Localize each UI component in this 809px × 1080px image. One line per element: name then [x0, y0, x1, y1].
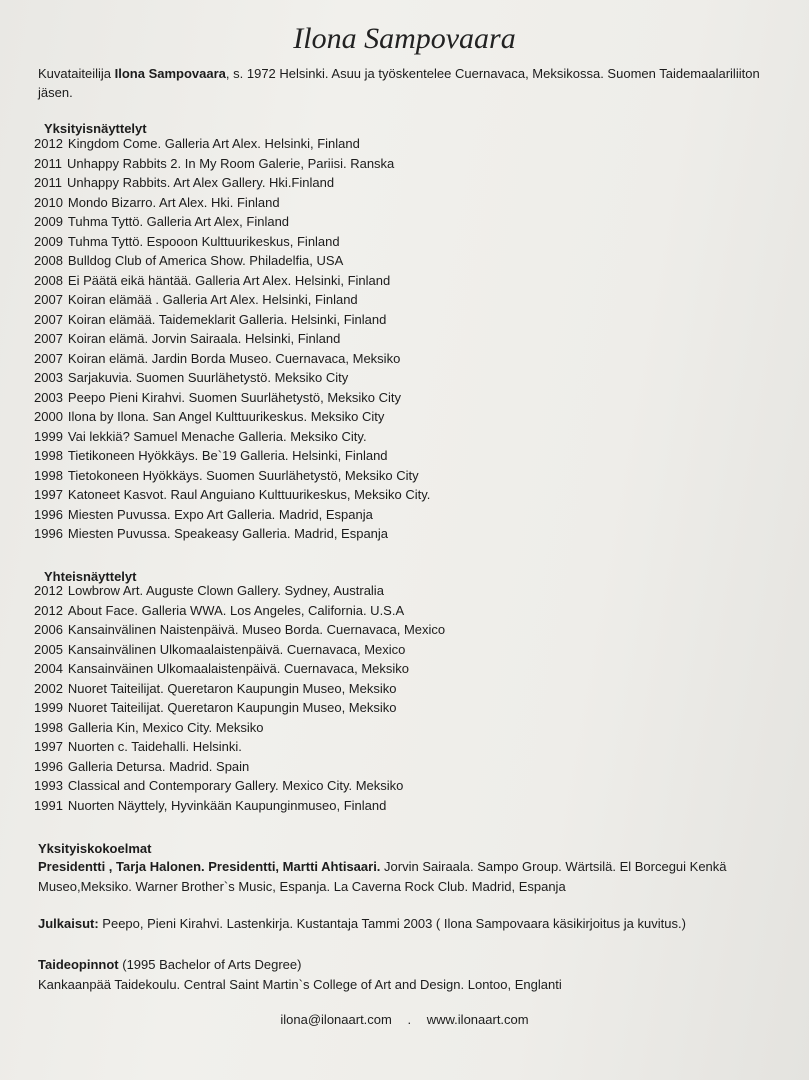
exhibition-year: 2009	[34, 233, 63, 249]
exhibition-text: Peepo Pieni Kirahvi. Suomen Suurlähetystö, Meksiko City	[67, 389, 402, 405]
exhibition-item	[34, 388, 430, 408]
exhibition-item	[34, 310, 430, 330]
exhibition-text: Vai lekkiä? Samuel Menache Galleria. Meksiko City.	[67, 428, 367, 444]
exhibition-year: 2008	[34, 253, 63, 268]
exhibition-item	[34, 232, 430, 252]
exhibition-text: Nuorten c. Taidehalli. Helsinki.	[67, 739, 242, 754]
exhibition-year: 2009	[34, 214, 63, 229]
studies-note: (1995 Bachelor of Arts Degree)	[118, 957, 302, 972]
exhibition-year: 2012	[34, 602, 63, 618]
exhibition-text: Miesten Puvussa. Speakeasy Galleria. Madrid, Espanja	[67, 526, 389, 541]
exhibition-text: Nuoret Taiteilijat. Queretaron Kaupungin Museo, Meksiko	[67, 700, 397, 715]
exhibition-text: Koiran elämä. Jardin Borda Museo. Cuernavaca, Meksiko	[67, 350, 401, 366]
document-title: Ilona Sampovaara	[293, 22, 516, 55]
exhibition-item	[34, 485, 430, 505]
exhibition-year: 2002	[34, 680, 63, 696]
exhibition-year: 1999	[34, 428, 63, 444]
exhibition-text: Tuhma Tyttö. Galleria Art Alex, Finland	[67, 214, 290, 229]
publications-label: Julkaisut:	[38, 916, 99, 931]
exhibition-text: Galleria Kin, Mexico City. Meksiko	[67, 719, 264, 735]
exhibition-text: Ilona by Ilona. San Angel Kulttuurikeskus. Meksiko City	[67, 409, 385, 424]
exhibition-year: 2007	[34, 311, 63, 327]
studies	[38, 955, 778, 995]
exhibition-item	[34, 134, 430, 154]
exhibition-text: Nuorten Näyttely, Hyvinkään Kaupunginmuseo, Finland	[67, 797, 387, 813]
exhibition-item	[34, 329, 430, 349]
publications	[38, 914, 778, 934]
exhibition-text: Unhappy Rabbits. Art Alex Gallery. Hki.Finland	[66, 175, 335, 190]
footer-email: ilona@ilonaart.com	[280, 1012, 392, 1027]
exhibition-year: 1998	[34, 448, 63, 463]
exhibition-item	[34, 796, 445, 816]
exhibition-year: 1997	[34, 739, 63, 754]
exhibition-item	[34, 368, 430, 388]
exhibition-item	[34, 659, 445, 679]
exhibition-year: 2007	[34, 292, 63, 307]
exhibition-text: Katoneet Kasvot. Raul Anguiano Kulttuurikeskus, Meksiko City.	[67, 487, 431, 502]
exhibition-year: 1993	[34, 778, 63, 793]
exhibition-item	[34, 698, 445, 718]
exhibition-text: Tietikoneen Hyökkäys. Be`19 Galleria. Helsinki, Finland	[67, 448, 388, 463]
collections-rest: Jorvin Sairaala. Sampo Group. Wärtsilä. El Borcegui Kenkä Museo,Meksiko. Warner Brother`s Music, Espanja. La Caverna Rock Club. Madrid, Espanja	[38, 859, 727, 894]
group-exhibitions-heading: Yhteisnäyttelyt	[44, 569, 137, 584]
exhibition-year: 2012	[34, 136, 63, 151]
exhibition-year: 2004	[34, 661, 63, 676]
exhibition-year: 2012	[34, 583, 63, 598]
exhibition-item	[34, 505, 430, 525]
exhibition-item	[34, 446, 430, 466]
exhibition-year: 2011	[34, 175, 62, 190]
exhibition-year: 2008	[34, 272, 63, 288]
exhibition-text: Koiran elämä. Jorvin Sairaala. Helsinki, Finland	[67, 331, 341, 346]
exhibition-item	[34, 427, 430, 447]
exhibition-item	[34, 679, 445, 699]
exhibition-item	[34, 466, 430, 486]
exhibition-text: Koiran elämää. Taidemeklarit Galleria. Helsinki, Finland	[67, 311, 387, 327]
exhibition-text: Mondo Bizarro. Art Alex. Hki. Finland	[67, 194, 280, 210]
exhibition-year: 1991	[34, 797, 63, 813]
exhibition-text: Nuoret Taiteilijat. Queretaron Kaupungin Museo, Meksiko	[67, 680, 397, 696]
studies-text: Kankaanpää Taidekoulu. Central Saint Martin`s College of Art and Design. Lontoo, Englanti	[38, 977, 562, 992]
exhibition-item	[34, 193, 430, 213]
exhibition-year: 1996	[34, 526, 63, 541]
intro-text: , s. 1972 Helsinki. Asuu ja työskentelee Cuernavaca, Meksikossa. Suomen Taidemaalariliiton jäsen.	[38, 66, 760, 100]
solo-exhibitions-list	[34, 134, 430, 544]
exhibition-year: 2007	[34, 350, 63, 366]
exhibition-item	[34, 251, 430, 271]
exhibition-item	[34, 524, 430, 544]
exhibition-text: Ei Päätä eikä häntää. Galleria Art Alex. Helsinki, Finland	[67, 272, 391, 288]
publications-text: Peepo, Pieni Kirahvi. Lastenkirja. Kustantaja Tammi 2003 ( Ilona Sampovaara käsikirjoitus ja kuvitus.)	[98, 916, 686, 931]
exhibition-text: Unhappy Rabbits 2. In My Room Galerie, Pariisi. Ranska	[66, 155, 395, 171]
exhibition-item	[34, 776, 445, 796]
collections-text	[38, 857, 778, 897]
exhibition-year: 2010	[34, 194, 63, 210]
exhibition-item	[34, 173, 430, 193]
collections-heading: Yksityiskokoelmat	[38, 841, 152, 856]
exhibition-year: 2007	[34, 331, 63, 346]
exhibition-text: Tuhma Tyttö. Espooon Kulttuurikeskus, Finland	[67, 233, 340, 249]
exhibition-text: Kingdom Come. Galleria Art Alex. Helsinki, Finland	[67, 136, 360, 151]
exhibition-item	[34, 640, 445, 660]
exhibition-item	[34, 212, 430, 232]
collections-bold: Presidentti , Tarja Halonen. Presidentti, Martti Ahtisaari.	[38, 859, 381, 874]
group-exhibitions-list	[34, 581, 445, 815]
exhibition-item	[34, 407, 430, 427]
exhibition-text: Miesten Puvussa. Expo Art Galleria. Madrid, Espanja	[67, 506, 373, 522]
exhibition-text: Kansainvälinen Ulkomaalaistenpäivä. Cuernavaca, Mexico	[67, 641, 406, 657]
intro-prefix: Kuvataiteilija	[38, 66, 111, 81]
exhibition-year: 2006	[34, 622, 63, 637]
exhibition-year: 2003	[34, 389, 63, 405]
exhibition-item	[34, 601, 445, 621]
exhibition-text: Kansainvälinen Naistenpäivä. Museo Borda. Cuernavaca, Mexico	[67, 622, 446, 637]
exhibition-year: 1996	[34, 506, 63, 522]
exhibition-text: Sarjakuvia. Suomen Suurlähetystö. Meksiko City	[67, 370, 349, 385]
exhibition-item	[34, 349, 430, 369]
exhibition-year: 1999	[34, 700, 63, 715]
exhibition-item	[34, 620, 445, 640]
exhibition-item	[34, 581, 445, 601]
footer-website: www.ilonaart.com	[426, 1012, 529, 1027]
studies-label: Taideopinnot	[38, 957, 119, 972]
exhibition-item	[34, 290, 430, 310]
exhibition-item	[34, 154, 430, 174]
contact-footer	[0, 1012, 809, 1027]
exhibition-text: Classical and Contemporary Gallery. Mexico City. Meksiko	[67, 778, 404, 793]
exhibition-text: Bulldog Club of America Show. Philadelfia, USA	[67, 253, 344, 268]
exhibition-item	[34, 718, 445, 738]
exhibition-text: About Face. Galleria WWA. Los Angeles, California. U.S.A	[67, 602, 405, 618]
exhibition-year: 2011	[34, 155, 62, 171]
solo-exhibitions-heading: Yksityisnäyttelyt	[44, 121, 147, 136]
exhibition-text: Koiran elämää . Galleria Art Alex. Helsinki, Finland	[67, 292, 358, 307]
exhibition-year: 1996	[34, 758, 63, 774]
exhibition-text: Galleria Detursa. Madrid. Spain	[67, 758, 250, 774]
exhibition-year: 1998	[34, 719, 63, 735]
exhibition-text: Tietokoneen Hyökkäys. Suomen Suurlähetystö, Meksiko City	[67, 467, 419, 483]
exhibition-text: Lowbrow Art. Auguste Clown Gallery. Sydney, Australia	[67, 583, 384, 598]
exhibition-item	[34, 737, 445, 757]
intro-name: Ilona Sampovaara	[114, 66, 226, 81]
exhibition-year: 1998	[34, 467, 63, 483]
footer-separator: .	[407, 1012, 412, 1027]
exhibition-item	[34, 271, 430, 291]
exhibition-year: 2000	[34, 409, 63, 424]
exhibition-text: Kansainväinen Ulkomaalaistenpäivä. Cuernavaca, Meksiko	[67, 661, 409, 676]
exhibition-year: 1997	[34, 487, 63, 502]
intro-paragraph	[38, 64, 768, 102]
exhibition-year: 2003	[34, 370, 63, 385]
exhibition-item	[34, 757, 445, 777]
exhibition-year: 2005	[34, 641, 63, 657]
